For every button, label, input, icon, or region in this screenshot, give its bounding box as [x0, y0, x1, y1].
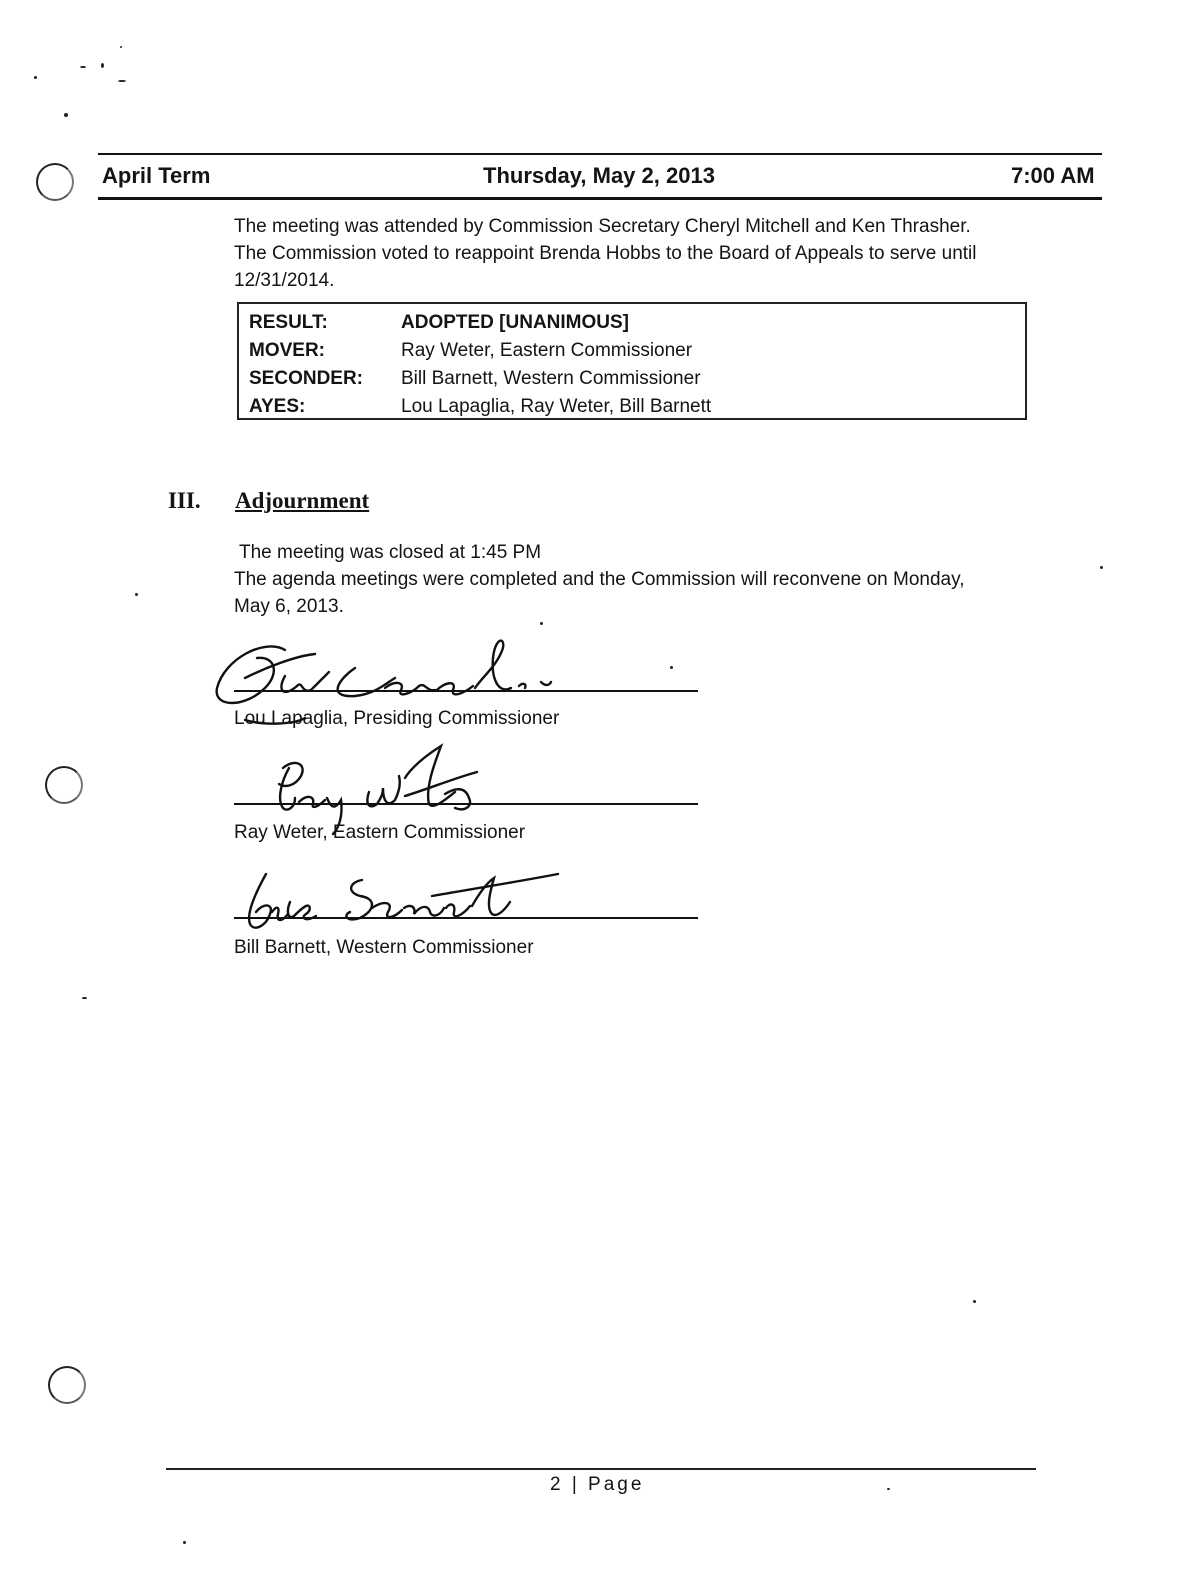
- scan-speck: [82, 997, 87, 999]
- vote-value: ADOPTED [UNANIMOUS]: [401, 312, 629, 333]
- adjournment-paragraph: [234, 539, 1054, 620]
- header-term: April Term: [102, 163, 211, 188]
- scan-speck: [1100, 566, 1103, 569]
- intro-line-2: The Commission voted to reappoint Brenda Hobbs to the Board of Appeals to serve until: [234, 243, 977, 264]
- signer-name: Lou Lapaglia, Presiding Commissioner: [234, 708, 560, 729]
- vote-value: Lou Lapaglia, Ray Weter, Bill Barnett: [401, 396, 712, 417]
- adjournment-line-1: The meeting was closed at 1:45 PM: [239, 542, 542, 563]
- header-date: Thursday, May 2, 2013: [483, 163, 715, 188]
- adjournment-line-2: The agenda meetings were completed and the Commission will reconvene on Monday,: [234, 569, 965, 590]
- vote-label: SECONDER:: [249, 368, 364, 389]
- scan-speck: [80, 66, 86, 68]
- scan-speck: [887, 1488, 890, 1490]
- vote-label: RESULT:: [249, 312, 328, 333]
- intro-line-3: 12/31/2014.: [234, 270, 335, 291]
- section-number: III.: [168, 488, 201, 513]
- scan-speck: [183, 1541, 186, 1544]
- signature-line: [234, 690, 698, 692]
- header-time: 7:00 AM: [1011, 163, 1095, 188]
- intro-paragraph: [234, 213, 1054, 294]
- scan-speck: [135, 593, 138, 596]
- intro-line-1: The meeting was attended by Commission Secretary Cheryl Mitchell and Ken Thrasher.: [234, 216, 971, 237]
- signer-name: Ray Weter, Eastern Commissioner: [234, 822, 526, 843]
- scan-speck: [540, 622, 543, 625]
- scan-speck: [64, 113, 68, 117]
- header-top-rule: [98, 153, 1102, 155]
- vote-label: AYES:: [249, 396, 306, 417]
- page-number: 2 | Page: [550, 1474, 645, 1495]
- binder-hole-middle: [45, 766, 83, 804]
- scan-speck: [118, 80, 126, 82]
- header-bottom-rule: [98, 197, 1102, 200]
- scan-speck: [120, 46, 122, 48]
- signature-line: [234, 917, 698, 919]
- scan-speck: [973, 1300, 976, 1303]
- signature-line: [234, 803, 698, 805]
- signature-bill-barnett: [236, 862, 566, 942]
- footer-rule: [166, 1468, 1036, 1470]
- vote-value: Bill Barnett, Western Commissioner: [401, 368, 701, 389]
- adjournment-line-3: May 6, 2013.: [234, 596, 344, 617]
- binder-hole-bottom: [48, 1366, 86, 1404]
- vote-result-box: [237, 302, 1027, 420]
- signer-name: Bill Barnett, Western Commissioner: [234, 937, 534, 958]
- binder-hole-top: [36, 163, 74, 201]
- scan-speck: [101, 63, 104, 68]
- vote-value: Ray Weter, Eastern Commissioner: [401, 340, 693, 361]
- scan-speck: [34, 76, 37, 79]
- scan-speck: [670, 666, 673, 669]
- section-title: Adjournment: [235, 488, 370, 513]
- vote-label: MOVER:: [249, 340, 325, 361]
